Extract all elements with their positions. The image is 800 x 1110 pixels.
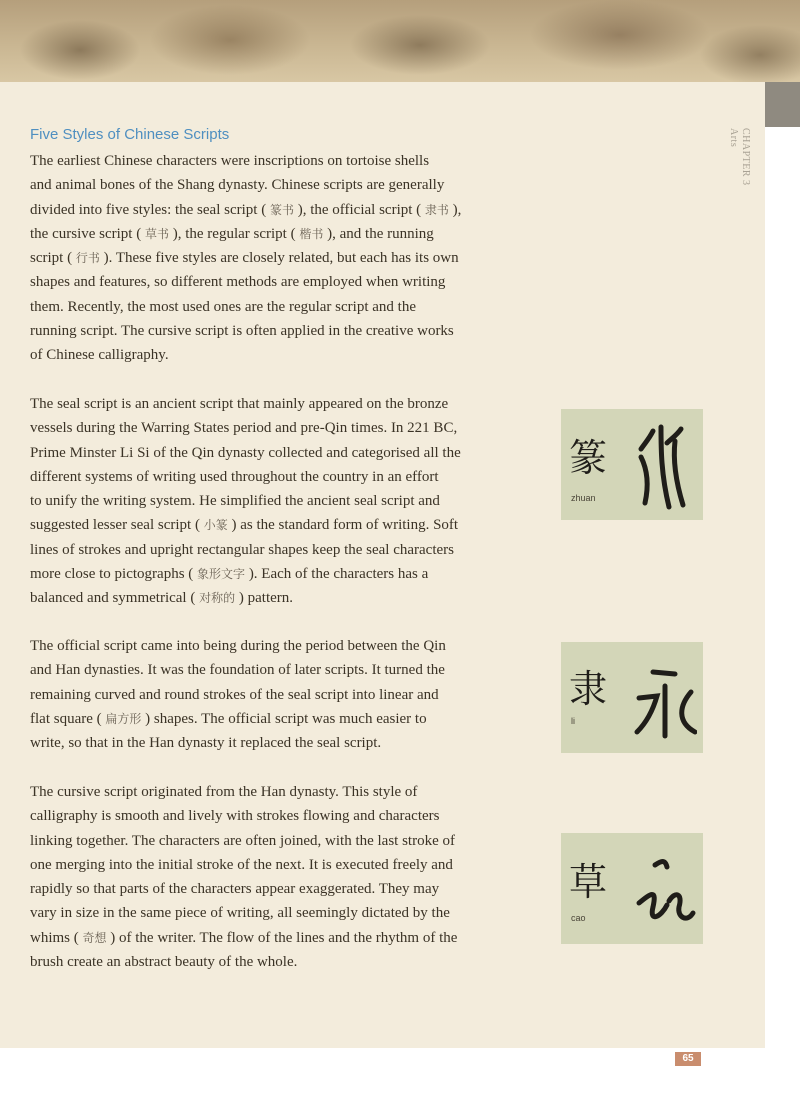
- seal-glyph-yong: [631, 419, 691, 514]
- seal-script-example: [561, 409, 703, 520]
- text-segment: ), the regular script (: [168, 225, 300, 242]
- chapter-section: Arts: [728, 128, 739, 148]
- text-segment: ). These five styles are closely related, but each has its own: [99, 250, 459, 267]
- modern-character: 隶: [569, 667, 608, 711]
- text-line: and Han dynasties. It was the foundation of later scripts. It turned the: [30, 662, 445, 679]
- modern-character: 草: [569, 860, 608, 904]
- modern-character: 篆: [569, 436, 608, 480]
- text-line: brush create an abstract beauty of the whole.: [30, 954, 298, 971]
- text-segment: ). Each of the characters has a: [245, 566, 429, 583]
- text-line: [30, 562, 530, 586]
- chinese-term: 楷书: [299, 226, 324, 241]
- text-line: and animal bones of the Shang dynasty. Chinese scripts are generally: [30, 177, 445, 194]
- landscape-painting-banner: [0, 0, 800, 82]
- paragraph-seal-script: [30, 392, 530, 611]
- text-line: them. Recently, the most used ones are the regular script and the: [30, 298, 416, 315]
- chinese-term: 象形文字: [197, 567, 246, 582]
- text-line: write, so that in the Han dynasty it replaced the seal script.: [30, 735, 382, 752]
- chinese-term: 小篆: [203, 518, 228, 533]
- chinese-term: 篆书: [269, 202, 294, 217]
- text-line: [30, 707, 530, 731]
- text-segment: whims (: [30, 929, 83, 946]
- text-line: Prime Minster Li Si of the Qin dynasty collected and categorised all the: [30, 444, 461, 461]
- page-number: 65: [675, 1052, 701, 1066]
- text-segment: divided into five styles: the seal script (: [30, 201, 270, 218]
- text-line: of Chinese calligraphy.: [30, 347, 169, 364]
- romanization-label: zhuan: [571, 493, 596, 503]
- text-line: The seal script is an ancient script that mainly appeared on the bronze: [30, 396, 449, 412]
- text-line: rapidly so that parts of the characters appear exaggerated. They may: [30, 881, 440, 898]
- chinese-term: 隶书: [424, 202, 449, 217]
- text-segment: script (: [30, 250, 76, 267]
- romanization-label: cao: [571, 913, 586, 923]
- text-segment: ) shapes. The official script was much easier to: [141, 710, 427, 727]
- text-line: [30, 926, 530, 950]
- text-line: remaining curved and round strokes of the seal script into linear and: [30, 686, 439, 703]
- paragraph-cursive-script: [30, 780, 530, 974]
- text-line: shapes and features, so different methods are employed when writing: [30, 274, 446, 291]
- chinese-term: 草书: [144, 226, 169, 241]
- chapter-label: CHAPTER 3: [740, 128, 751, 186]
- text-line: [30, 586, 530, 610]
- page-margin-strip: [765, 82, 800, 1048]
- paragraph-official-script: [30, 634, 530, 755]
- text-line: [30, 513, 530, 537]
- text-line: [30, 222, 530, 246]
- chinese-term: 对称的: [199, 591, 236, 606]
- official-script-example: [561, 642, 703, 753]
- text-segment: ) as the standard form of writing. Soft: [227, 517, 459, 534]
- text-segment: ), and the running: [323, 225, 434, 242]
- text-segment: ) of the writer. The flow of the lines and the rhythm of the: [106, 929, 458, 946]
- text-segment: balanced and symmetrical (: [30, 590, 200, 607]
- text-line: to unify the writing system. He simplified the ancient seal script and: [30, 493, 440, 510]
- chinese-term: 扁方形: [105, 711, 142, 726]
- chapter-tab: [727, 128, 751, 186]
- chinese-term: 行书: [75, 251, 100, 266]
- text-line: The cursive script originated from the Han dynasty. This style of: [30, 784, 418, 800]
- text-line: [30, 246, 530, 270]
- text-line: vary in size in the same piece of writing, all seemingly dictated by the: [30, 905, 450, 922]
- text-line: one merging into the initial stroke of the next. It is executed freely and: [30, 856, 453, 873]
- text-line: calligraphy is smooth and lively with strokes flowing and characters: [30, 808, 440, 825]
- text-segment: flat square (: [30, 710, 106, 727]
- text-line: different systems of writing used throughout the country in an effort: [30, 468, 439, 485]
- text-segment: the cursive script (: [30, 225, 145, 242]
- text-line: The earliest Chinese characters were inscriptions on tortoise shells: [30, 153, 430, 169]
- romanization-label: li: [571, 716, 575, 726]
- text-segment: ),: [448, 201, 462, 218]
- text-line: vessels during the Warring States period and pre-Qin times. In 221 BC,: [30, 420, 458, 437]
- cursive-script-example: [561, 833, 703, 944]
- text-line: running script. The cursive script is often applied in the creative works: [30, 323, 454, 340]
- text-segment: more close to pictographs (: [30, 566, 198, 583]
- text-line: The official script came into being during the period between the Qin: [30, 638, 446, 654]
- section-heading: Five Styles of Chinese Scripts: [30, 126, 230, 143]
- page-edge-shadow: [765, 82, 800, 127]
- official-glyph-yong: [631, 652, 697, 747]
- text-segment: ) pattern.: [235, 590, 294, 607]
- text-segment: suggested lesser seal script (: [30, 517, 204, 534]
- text-line: lines of strokes and upright rectangular shapes keep the seal characters: [30, 541, 454, 558]
- paragraph-overview: [30, 149, 530, 368]
- text-line: linking together. The characters are often joined, with the last stroke of: [30, 832, 456, 849]
- text-segment: ), the official script (: [293, 201, 425, 218]
- chinese-term: 奇想: [82, 930, 107, 945]
- cursive-glyph-yong: [631, 843, 697, 938]
- text-line: [30, 198, 530, 222]
